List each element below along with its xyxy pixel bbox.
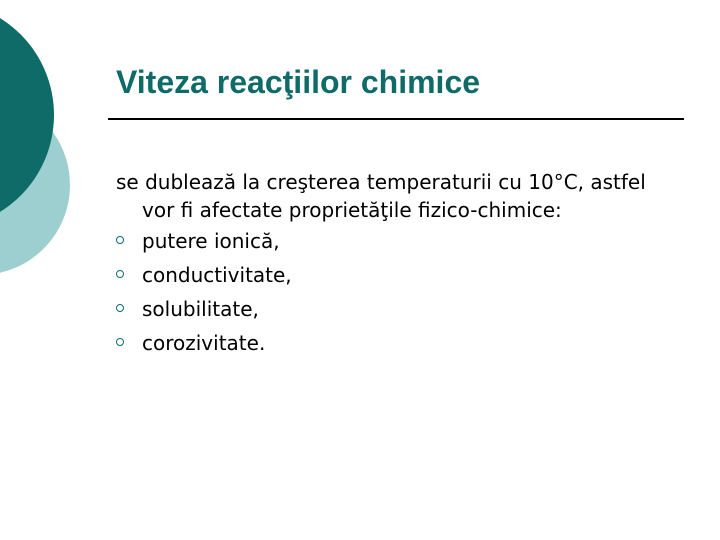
hollow-circle-icon	[116, 304, 124, 312]
bullet-text: solubilitate,	[142, 297, 259, 321]
intro-text: se dublează la creşterea temperaturii cu 10°C, astfel vor fi afectate proprietăţile fizico-chimice:	[116, 170, 646, 222]
slide-title: Viteza reacţiilor chimice	[116, 64, 481, 100]
hollow-circle-icon	[116, 270, 124, 278]
hollow-circle-icon	[116, 236, 124, 244]
bullet-text: corozivitate.	[142, 331, 266, 355]
list-item	[116, 326, 676, 360]
list-item	[116, 258, 676, 292]
bullet-text: conductivitate,	[142, 263, 292, 287]
bullet-text: putere ionică,	[142, 229, 280, 253]
hollow-circle-icon	[116, 338, 124, 346]
title-underline	[108, 118, 684, 120]
list-item	[116, 292, 676, 326]
slide-body	[116, 168, 676, 360]
list-item	[116, 224, 676, 258]
decorative-circles	[0, 0, 80, 300]
bullet-list	[116, 224, 676, 360]
